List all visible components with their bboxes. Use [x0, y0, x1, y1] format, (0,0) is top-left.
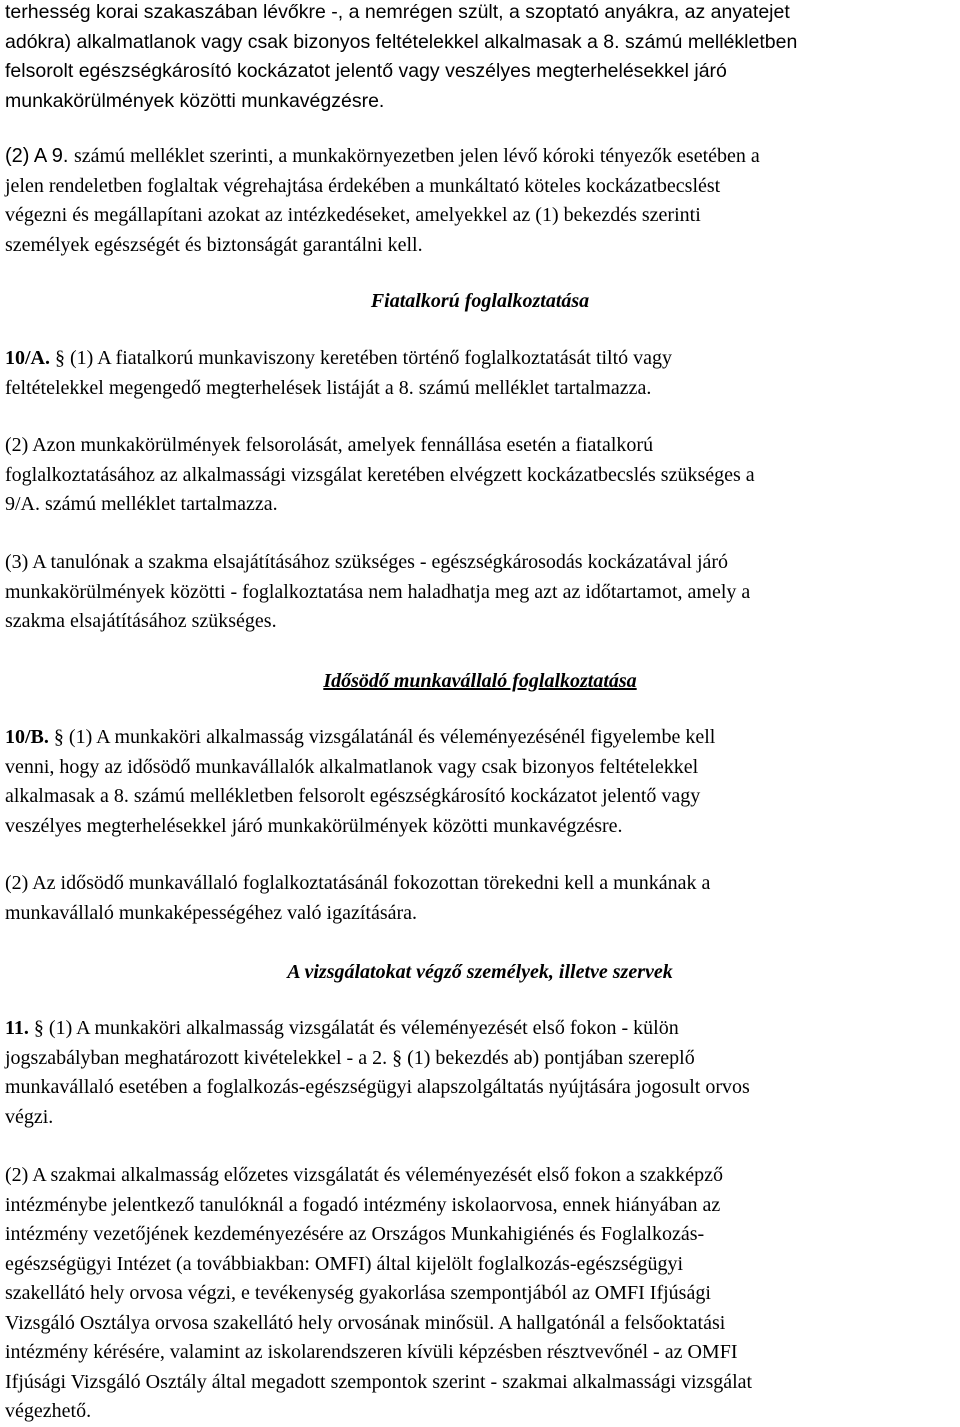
- section-heading-fiatalkoru: Fiatalkorú foglalkoztatása: [370, 290, 590, 312]
- line: adókra) alkalmatlanok vagy csak bizonyos feltételekkel alkalmasak a 8. számú mellékletben: [5, 30, 798, 53]
- line: foglalkoztatásához az alkalmassági vizsgálat keretében elvégzett kockázatbecslés szükséges a: [5, 463, 755, 486]
- line: terhesség korai szakaszában lévőkre -, a nemrégen szült, a szoptató anyákra, az anyatejet: [5, 1, 790, 23]
- section-number: 10/B.: [5, 726, 49, 748]
- line: feltételekkel megengedő megterhelések listáját a 8. számú melléklet tartalmazza.: [5, 376, 652, 399]
- paragraph-10b-2: [5, 869, 953, 928]
- paragraph-11-2: [5, 1161, 953, 1427]
- paragraph-10b: [5, 723, 953, 841]
- paragraph-10-2: [5, 142, 953, 260]
- line: végzi.: [5, 1105, 54, 1128]
- line: § (1) A munkaköri alkalmasság vizsgálatánál és véleményezésénél figyelembe kell: [48, 726, 716, 748]
- line: (2) Azon munkakörülmények felsorolását, amelyek fennállása esetén a fiatalkorú: [5, 434, 654, 456]
- line: egészségügyi Intézet (a továbbiakban: OMFI) által kijelölt foglalkozás-egészségügyi: [5, 1252, 684, 1275]
- paragraph-11: [5, 1014, 953, 1132]
- line: számú melléklet szerinti, a munkakörnyezetben jelen lévő kóroki tényezők esetében a: [73, 145, 760, 167]
- paragraph-10a: [5, 344, 953, 403]
- line: végezni és megállapítani azokat az intézkedéseket, amelyekkel az (1) bekezdés szerinti: [5, 204, 701, 226]
- line: § (1) A fiatalkorú munkaviszony keretében történő foglalkoztatását tiltó vagy: [50, 347, 673, 369]
- line: munkakörülmények közötti - foglalkoztatása nem haladhatja meg azt az időtartamot, amely a: [5, 580, 751, 603]
- line: (2) A szakmai alkalmasság előzetes vizsgálatát és véleményezését első fokon a szakképző: [5, 1164, 724, 1186]
- section-heading-vizsgalatok: A vizsgálatokat végző személyek, illetve szervek: [287, 961, 673, 983]
- line: veszélyes megterhelésekkel járó munkakörülmények közötti munkavégzésre.: [5, 814, 623, 837]
- line: venni, hogy az idősödő munkavállalók alkalmatlanok vagy csak bizonyos feltételekkel: [5, 755, 699, 778]
- line: szakellátó hely orvosa végzi, e tevékenység gyakorlása szempontjából az OMFI Ifjúsági: [5, 1282, 711, 1304]
- line: munkavállaló esetében a foglalkozás-egészségügyi alapszolgáltatás nyújtására jogosult orvos: [5, 1076, 750, 1098]
- line: felsorolt egészségkárosító kockázatot jelentő vagy veszélyes megterhelésekkel járó: [5, 60, 727, 82]
- line: végezhető.: [5, 1400, 92, 1422]
- paragraph-10a-2: [5, 431, 953, 520]
- line: szakma elsajátításához szükséges.: [5, 610, 277, 632]
- line: Ifjúsági Vizsgáló Osztály által megadott szempontok szerint - szakmai alkalmassági vizsgálat: [5, 1370, 753, 1393]
- line: jelen rendeletben foglaltak végrehajtása érdekében a munkáltató köteles kockázatbecslést: [5, 174, 721, 197]
- line: Vizsgáló Osztálya orvosa szakellátó hely orvosának minősül. A hallgatónál a felsőoktatási: [5, 1311, 726, 1334]
- line: személyek egészségét és biztonságát garantálni kell.: [5, 233, 423, 256]
- section-number: 11.: [5, 1017, 29, 1039]
- section-heading-idosodo: Idősödő munkavállaló foglalkoztatása: [323, 670, 637, 692]
- paragraph-continuation: [5, 0, 953, 116]
- line: munkavállaló munkaképességéhez való igazítására.: [5, 901, 418, 924]
- line: munkakörülmények közötti munkavégzésre.: [5, 89, 385, 112]
- line: jogszabályban meghatározott kivételekkel - a 2. § (1) bekezdés ab) pontjában szereplő: [5, 1046, 695, 1069]
- line: (2) Az idősödő munkavállaló foglalkoztatásánál fokozottan törekedni kell a munkának a: [5, 872, 711, 894]
- line: 9/A. számú melléklet tartalmazza.: [5, 493, 278, 515]
- section-number: 10/A.: [5, 347, 50, 369]
- paragraph-10a-3: [5, 548, 953, 637]
- line: intézménybe jelentkező tanulóknál a fogadó intézmény iskolaorvosa, ennek hiányában az: [5, 1193, 721, 1216]
- line: intézmény kérésére, valamint az iskolarendszeren kívüli képzésben résztvevőnél - az OMFI: [5, 1341, 738, 1363]
- line-start: (2) A 9.: [5, 145, 74, 167]
- line: intézmény vezetőjének kezdeményezésére az Országos Munkahigiénés és Foglalkozás-: [5, 1223, 705, 1245]
- line: alkalmasak a 8. számú mellékletben felsorolt egészségkárosító kockázatot jelentő vagy: [5, 785, 701, 807]
- line: § (1) A munkaköri alkalmasság vizsgálatát és véleményezését első fokon - külön: [28, 1017, 679, 1039]
- line: (3) A tanulónak a szakma elsajátításához szükséges - egészségkárosodás kockázatával járó: [5, 551, 729, 573]
